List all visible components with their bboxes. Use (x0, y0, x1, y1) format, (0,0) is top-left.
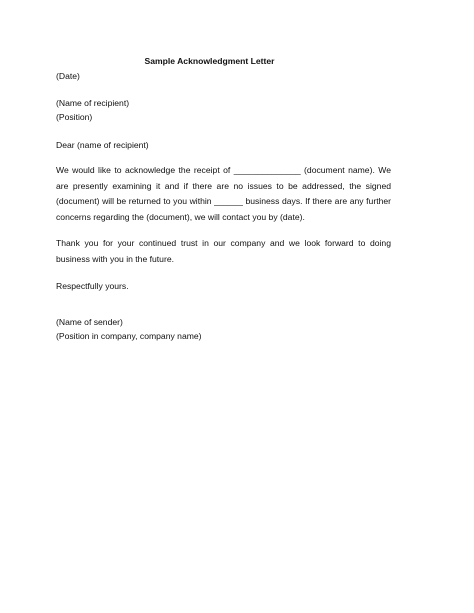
letter-title: Sample Acknowledgment Letter (144, 56, 275, 66)
recipient-name: (Name of recipient) (56, 98, 130, 108)
closing: Respectfully yours. (56, 281, 129, 291)
body-paragraph-2: Thank you for your continued trust in our company and we look forward to doing business with you in the future. (56, 238, 391, 264)
recipient-position: (Position) (56, 112, 93, 122)
sender-name: (Name of sender) (56, 317, 123, 327)
sender-position: (Position in company, company name) (56, 331, 202, 341)
date-line: (Date) (56, 71, 80, 81)
body-paragraph-1: We would like to acknowledge the receipt of ______________ (document name). We are presently examining it and if there are no issues to be addressed, the signed (document) will be returned to you within ______ business days. If there are any further concerns regarding the (document), we will contact you by (date). (56, 165, 391, 222)
salutation: Dear (name of recipient) (56, 140, 149, 150)
